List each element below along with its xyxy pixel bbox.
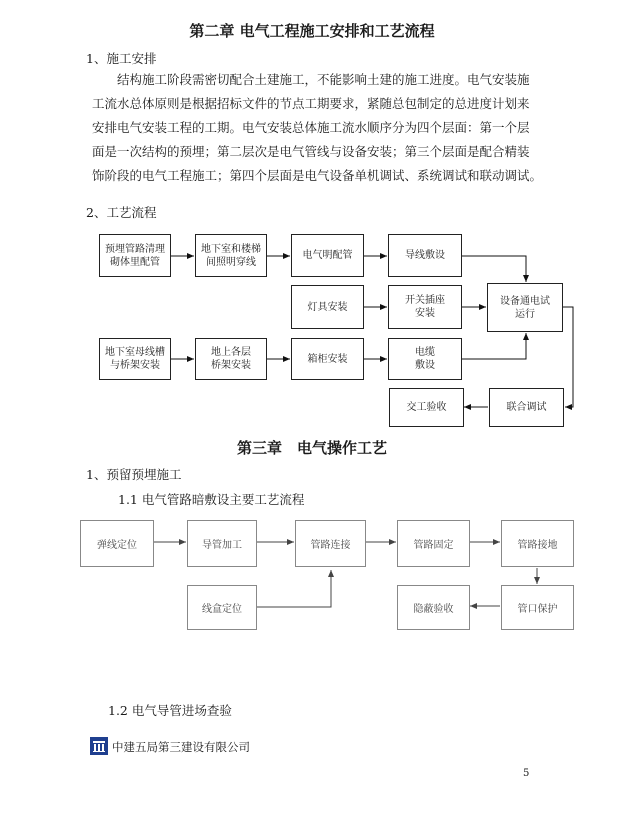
flow1-box-cable-laying: 电缆敷设 [388, 338, 462, 380]
flow1-box-busway-install: 地下室母线槽与桥架安装 [99, 338, 171, 380]
flow1-box-joint-debug: 联合调试 [489, 388, 564, 427]
flow2-box-concealed-inspection: 隐蔽验收 [397, 585, 470, 630]
flow1-box-power-on-test: 设备通电试运行 [487, 283, 563, 332]
flow2-box-pipe-fixing: 管路固定 [397, 520, 470, 567]
chapter3-section-1-heading: 1、预留预埋施工 [86, 467, 182, 482]
paragraph-line: 饰阶段的电气工程施工；第四个层面是电气设备单机调试、系统调试和联动调试。 [92, 168, 543, 183]
chapter2-title: 第二章 电气工程施工安排和工艺流程 [189, 22, 435, 40]
paragraph-line: 工流水总体原则是根据招标文件的节点工期要求，紧随总包制定的总进度计划来 [92, 96, 530, 111]
flow2-box-line-marking: 弹线定位 [80, 520, 154, 567]
paragraph-line: 安排电气安装工程的工期。电气安装总体施工流水顺序分为四个层面：第一个层 [92, 120, 530, 135]
flow1-box-wire-laying: 导线敷设 [388, 234, 462, 277]
flow2-box-pipe-grounding: 管路接地 [501, 520, 574, 567]
section-1-heading: 1、施工安排 [86, 51, 157, 66]
chapter3-section-1-2-heading: 1.2 电气导管进场查验 [108, 703, 232, 718]
paragraph-line: 面是一次结构的预埋；第二层次是电气管线与设备安装；第三个层面是配合精装 [92, 144, 530, 159]
flow1-box-cabinet-install: 箱柜安装 [291, 338, 364, 380]
flow2-box-pipe-connection: 管路连接 [295, 520, 366, 567]
chapter3-section-1-1-heading: 1.1 电气管路暗敷设主要工艺流程 [118, 492, 305, 507]
chapter3-title: 第三章 电气操作工艺 [236, 439, 387, 457]
flow1-box-lamp-install: 灯具安装 [291, 285, 364, 329]
page-number: 5 [523, 768, 530, 779]
flow1-box-pipe-cleanup: 预埋管路清理砌体里配管 [99, 234, 171, 277]
flow1-box-handover: 交工验收 [389, 388, 464, 427]
flow1-box-tray-install: 地上各层桥架安装 [195, 338, 267, 380]
flow1-box-switch-socket: 开关插座安装 [388, 285, 462, 329]
section-2-heading: 2、工艺流程 [86, 205, 157, 220]
flow2-box-pipe-end-protection: 管口保护 [501, 585, 574, 630]
company-logo-icon [90, 737, 108, 755]
flow1-box-basement-wiring: 地下室和楼梯间照明穿线 [195, 234, 267, 277]
company-name: 中建五局第三建设有限公司 [112, 740, 250, 754]
paragraph-line: 结构施工阶段需密切配合土建施工，不能影响土建的施工进度。电气安装施 [117, 72, 530, 87]
flow2-box-junction-box-positioning: 线盒定位 [187, 585, 257, 630]
flow1-box-exposed-conduit: 电气明配管 [291, 234, 364, 277]
flow2-box-conduit-processing: 导管加工 [187, 520, 257, 567]
